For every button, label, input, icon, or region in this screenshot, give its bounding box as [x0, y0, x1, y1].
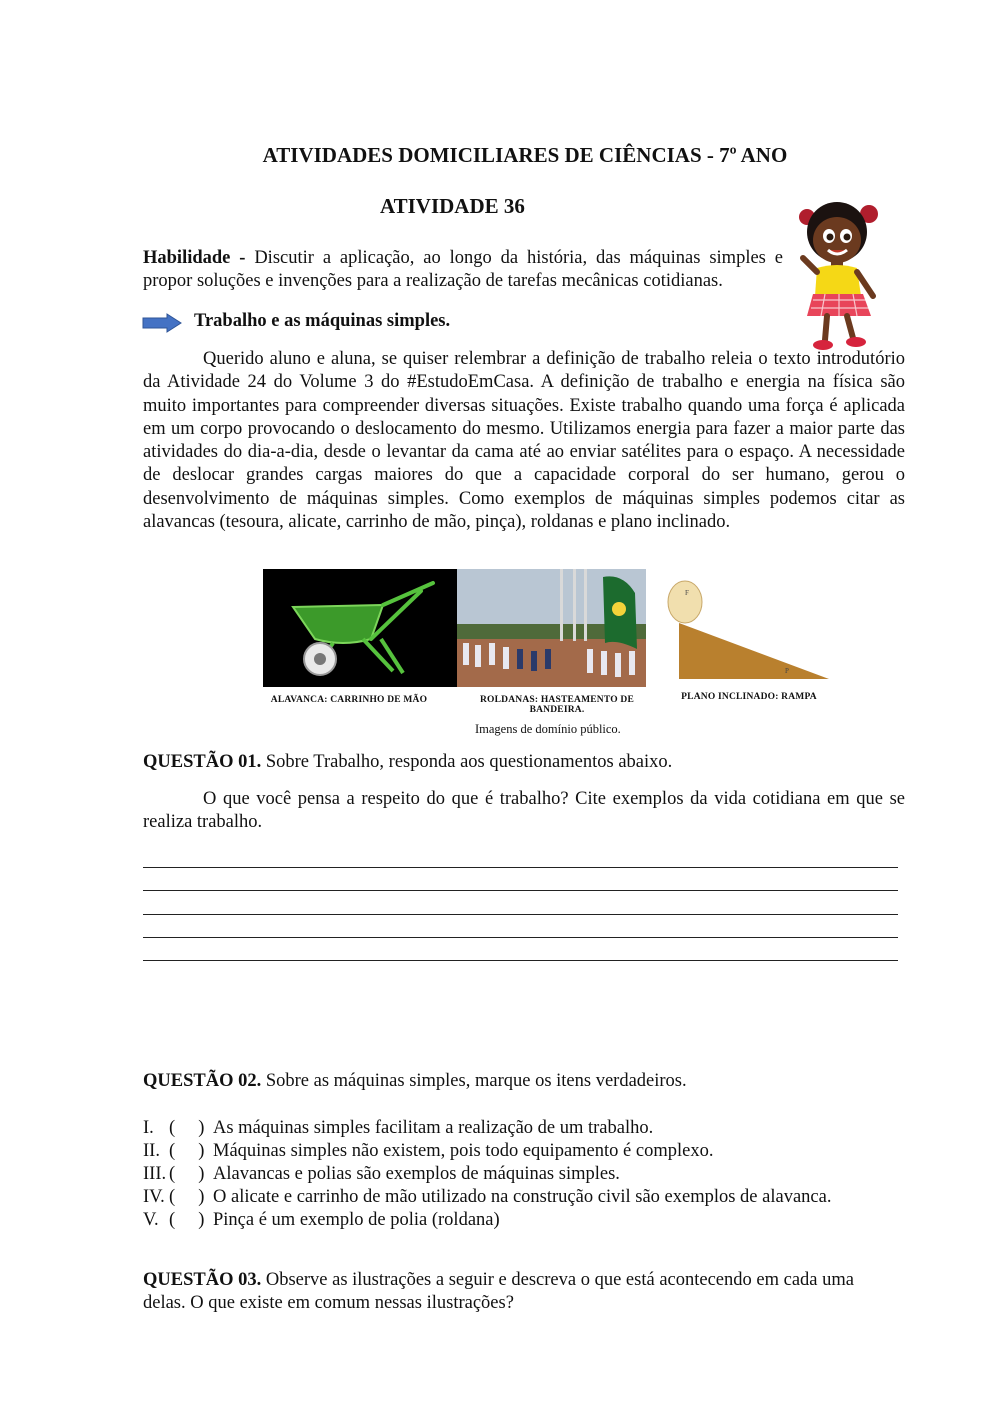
- question-2-text: Sobre as máquinas simples, marque os itens verdadeiros.: [261, 1071, 687, 1091]
- caption-ramp: PLANO INCLINADO: RAMPA: [681, 692, 817, 702]
- ramp-label-p: P: [785, 667, 789, 675]
- caption-lever: ALAVANCA: CARRINHO DE MÃO: [270, 695, 428, 705]
- item-checkbox[interactable]: ( ): [169, 1164, 205, 1184]
- activity-number: ATIVIDADE 36: [380, 194, 525, 218]
- intro-paragraph: Querido aluno e aluna, se quiser relembrar a definição de trabalho releia o texto introdutório da Atividade 24 do Volume 3 do #EstudoEmCasa. A definição de trabalho e energia na física são muito importantes para compreender diversas situações. Existe trabalho quando uma força é aplicada em um corpo provocando o deslocamento do mesmo. Utilizamos energia para fazer a maior parte das atividades do dia-a-dia, desde o levantar da cama até ao enviar satélites para o espaço. A necessidade de deslocar grandes cargas maiores do que a capacidade corporal do ser humano, gerou o desenvolvimento de máquinas simples. Como exemplos de máquinas simples podemos citar as alavancas (tesoura, alicate, carrinho de mão, pinça), roldanas e plano inclinado.: [143, 349, 905, 533]
- question-3-label: QUESTÃO 03.: [143, 1270, 262, 1290]
- question-1-text: Sobre Trabalho, responda aos questionamentos abaixo.: [261, 752, 673, 772]
- list-item: [143, 1140, 713, 1163]
- question-1-prompt: O que você pensa a respeito do que é trabalho? Cite exemplos da vida cotidiana em que se realiza trabalho.: [143, 789, 905, 833]
- item-checkbox[interactable]: ( ): [169, 1187, 205, 1207]
- item-number: I.: [143, 1118, 154, 1138]
- arrow-right-icon: [142, 313, 182, 333]
- item-number: II.: [143, 1141, 160, 1161]
- item-number: IV.: [143, 1187, 165, 1207]
- section-title: Trabalho e as máquinas simples.: [194, 311, 451, 331]
- item-number: III.: [143, 1164, 167, 1184]
- item-text: O alicate e carrinho de mão utilizado na construção civil são exemplos de alavanca.: [213, 1187, 832, 1207]
- item-checkbox[interactable]: ( ): [169, 1210, 205, 1230]
- skill-paragraph: [143, 247, 783, 294]
- question-2-heading: [143, 1070, 905, 1093]
- question-3-text: Observe as ilustrações a seguir e descreva o que está acontecendo em cada uma delas. O que existe em comum nessas ilustrações?: [143, 1270, 854, 1314]
- answer-line[interactable]: [143, 937, 898, 938]
- ramp-label-f: F: [685, 589, 689, 597]
- item-checkbox[interactable]: ( ): [169, 1118, 205, 1138]
- answer-line[interactable]: [143, 914, 898, 915]
- question-1-heading: [143, 751, 905, 774]
- item-checkbox[interactable]: ( ): [169, 1141, 205, 1161]
- answer-line[interactable]: [143, 867, 898, 868]
- item-text: Alavancas e polias são exemplos de máquinas simples.: [213, 1164, 620, 1184]
- skill-text: Discutir a aplicação, ao longo da história, das máquinas simples e propor soluções e invenções para a realização de tarefas mecânicas cotidianas.: [143, 248, 783, 292]
- list-item: [143, 1186, 831, 1209]
- list-item: [143, 1209, 500, 1232]
- answer-line[interactable]: [143, 960, 898, 961]
- wheelbarrow-image: [263, 569, 457, 687]
- caption-pulley: ROLDANAS: HASTEAMENTO DE BANDEIRA.: [479, 695, 634, 715]
- item-number: V.: [143, 1210, 159, 1230]
- skill-label: Habilidade -: [143, 248, 246, 268]
- question-2-label: QUESTÃO 02.: [143, 1071, 262, 1091]
- image-credit: Imagens de domínio público.: [475, 722, 621, 736]
- answer-line[interactable]: [143, 890, 898, 891]
- flag-ceremony-image: [457, 569, 646, 687]
- list-item: [143, 1117, 653, 1140]
- list-item: [143, 1163, 620, 1186]
- item-text: Pinça é um exemplo de polia (roldana): [213, 1210, 500, 1230]
- inclined-plane-image: [663, 575, 830, 685]
- item-text: Máquinas simples não existem, pois todo equipamento é complexo.: [213, 1141, 714, 1161]
- item-text: As máquinas simples facilitam a realização de um trabalho.: [213, 1118, 654, 1138]
- question-3-heading: [143, 1269, 893, 1316]
- page-title: ATIVIDADES DOMICILIARES DE CIÊNCIAS - 7º ANO: [262, 143, 788, 167]
- girl-illustration: [795, 192, 890, 357]
- question-1-label: QUESTÃO 01.: [143, 752, 262, 772]
